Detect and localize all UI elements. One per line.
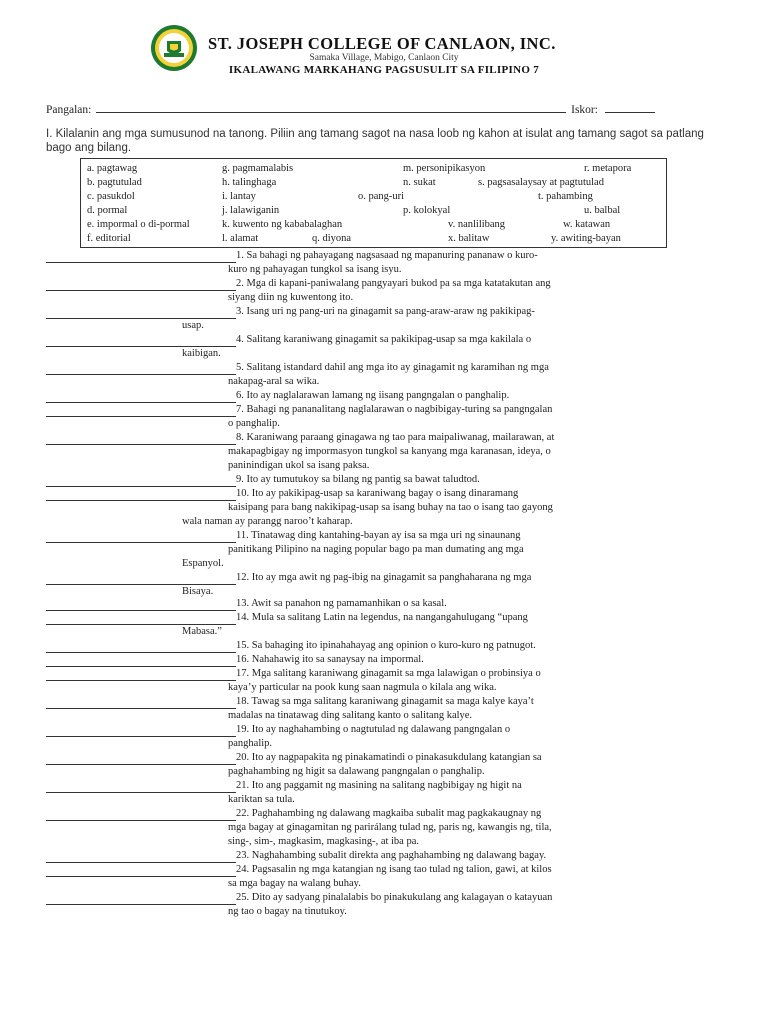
answer-blank[interactable] [46,444,236,446]
question-item: 4. Salitang karaniwang ginagamit sa pakikipag-usap sa mga kakilala o [236,334,532,345]
question-item: 22. Paghahambing ng dalawang magkaiba subalit mag pagkakaugnay ng [236,808,542,819]
answer-choice: h. talinghaga [222,177,277,188]
question-continuation: panghalip. [228,738,273,749]
question-item: 12. Ito ay mga awit ng pag-ibig na ginagamit sa panghaharana ng mga [236,572,532,583]
question-continuation: usap. [182,320,204,331]
question-item: 15. Sa bahaging ito ipinahahayag ang opinion o kuro-kuro ng patnugot. [236,640,536,651]
question-continuation: ng tao o bagay na tinutukoy. [228,906,347,917]
name-score-row [46,101,655,116]
question-item: 6. Ito ay naglalarawan lamang ng iisang pangngalan o panghalip. [236,390,510,401]
answer-blank[interactable] [46,262,236,264]
answer-choice: j. lalawiganin [222,205,280,216]
question-continuation: kaya’y particular na pook kung saan nagmula o kilala ang wika. [228,682,497,693]
answer-blank[interactable] [46,862,236,864]
answer-blank[interactable] [46,416,236,418]
answer-choice: p. kolokyal [403,205,451,216]
question-continuation: paghahambing ng higit sa dalawang pangngalan o panghalip. [228,766,485,777]
question-continuation: siyang diin ng kuwentong ito. [228,292,354,303]
answer-choice: s. pagsasalaysay at pagtutulad [478,177,604,188]
answer-blank[interactable] [46,402,236,404]
question-item: 21. Ito ang paggamit ng masining na salitang nagbibigay ng higit na [236,780,522,791]
answer-blank[interactable] [46,652,236,654]
answer-choice: a. pagtawag [87,163,138,174]
question-item: 20. Ito ay nagpapakita ng pinakamatindi o pinakasukdulang katangian sa [236,752,542,763]
answer-choice: f. editorial [87,233,131,244]
answer-choice: c. pasukdol [87,191,135,202]
question-continuation: Mabasa.” [182,626,222,637]
answer-choice: g. pagmamalabis [222,163,294,174]
question-continuation: kariktan sa tula. [228,794,295,805]
question-item: 2. Mga di kapani-paniwalang pangyayari bukod pa sa mga katatakutan ang [236,278,551,289]
question-continuation: makapagbigay ng impormasyon tungkol sa kanyang mga karanasan, ideya, o [228,446,551,457]
question-item: 1. Sa bahagi ng pahayagang nagsasaad ng mapanuring pananaw o kuro- [236,250,538,261]
answer-choice: n. sukat [403,177,436,188]
question-continuation: kuro ng pahayagan tungkol sa isang isyu. [228,264,402,275]
answer-choice: y. awiting-bayan [551,233,621,244]
question-continuation: panitikang Pilipino na naging popular bago pa man dumating ang mga [228,544,524,555]
question-continuation: kaibigan. [182,348,221,359]
question-continuation: kaisipang para bang nakikipag-usap sa isang buhay na tao o isang tao gayong [228,502,553,513]
answer-blank[interactable] [46,736,236,738]
question-continuation: sing-, sim-, magkasim, magkasing-, at iba pa. [228,836,420,847]
name-field[interactable] [96,101,566,113]
answer-blank[interactable] [46,610,236,612]
score-field[interactable] [605,101,655,113]
answer-blank[interactable] [46,666,236,668]
question-item: 18. Tawag sa mga salitang karaniwang ginagamit sa maga kalye kaya’t [236,696,534,707]
answer-choice: k. kuwento ng kababalaghan [222,219,343,230]
answer-blank[interactable] [46,764,236,766]
question-continuation: Bisaya. [182,586,214,597]
question-item: 19. Ito ay naghahambing o nagtutulad ng dalawang pangngalan o [236,724,511,735]
answer-choice: w. katawan [563,219,611,230]
question-continuation: Espanyol. [182,558,224,569]
answer-choice: m. personipikasyon [403,163,486,174]
school-name: ST. JOSEPH COLLEGE OF CANLAON, INC. [208,34,556,53]
answer-choice: v. nanlilibang [448,219,506,230]
question-item: 8. Karaniwang paraang ginagawa ng tao para maipaliwanag, mailarawan, at [236,432,555,443]
answer-choice: d. pormal [87,205,128,216]
answer-choice: i. lantay [222,191,256,202]
school-address: Samaka Village, Mabigo, Canlaon City [309,53,459,63]
answer-choice: b. pagtutulad [87,177,142,188]
answer-choice: r. metapora [584,163,632,174]
question-continuation: nakapag-aral sa wika. [228,376,320,387]
question-item: 5. Salitang istandard dahil ang mga ito ay ginagamit ng karamihan ng mga [236,362,549,373]
answer-choice: u. balbal [584,205,621,216]
question-item: 3. Isang uri ng pang-uri na ginagamit sa pang-araw-araw ng pakikipag- [236,306,535,317]
question-item: 14. Mula sa salitang Latin na legendus, na nangangahulugang “upang [236,612,528,623]
answer-choice: l. alamat [222,233,259,244]
answer-blank[interactable] [46,486,236,488]
question-continuation: mga bagay at ginagamitan ng parirálang tulad ng, paris ng, kawangis ng, tila, [228,822,552,833]
question-continuation: sa mga bagay na walang buhay. [228,878,361,889]
question-item: 13. Awit sa panahon ng pamamanhikan o sa kasal. [236,598,447,609]
score-label: Iskor: [571,104,598,116]
question-continuation: wala naman ay parangg naroo’t kaharap. [182,516,353,527]
answer-blank[interactable] [46,680,236,682]
question-item: 11. Tinatawag ding kantahing-bayan ay isa sa mga uri ng sinaunang [236,530,521,541]
question-item: 24. Pagsasalin ng mga katangian ng isang tao tulad ng talion, gawi, at kilos [236,864,552,875]
answer-choice: q. diyona [312,233,352,244]
answer-choice: o. pang-uri [358,191,405,202]
answer-blank[interactable] [46,820,236,822]
answer-blank[interactable] [46,374,236,376]
answer-blank[interactable] [46,876,236,878]
question-continuation: o panghalip. [228,418,280,429]
question-item: 9. Ito ay tumutukoy sa bilang ng pantig sa bawat taludtod. [236,474,480,485]
answer-blank[interactable] [46,542,236,544]
exam-title: IKALAWANG MARKAHANG PAGSUSULIT SA FILIPINO 7 [228,64,540,76]
question-continuation: madalas na tinatawag ding salitang kanto o salitang kalye. [228,710,473,721]
answer-blank[interactable] [46,792,236,794]
question-continuation: paninindigan ukol sa isang paksa. [228,460,370,471]
answer-choice: x. balitaw [448,233,490,244]
question-item: 16. Nahahawig ito sa sanaysay na impormal. [236,654,424,665]
answer-choice: t. pahambing [538,191,593,202]
answer-blank[interactable] [46,708,236,710]
answer-blank[interactable] [46,500,236,502]
question-item: 23. Naghahambing subalit direkta ang paghahambing ng dalawang bagay. [236,850,547,861]
instructions: I. Kilalanin ang mga sumusunod na tanong. Piliin ang tamang sagot na nasa loob ng kahon at isulat ang tamang sagot sa patlang bago ang bilang. [46,128,704,154]
question-item: 17. Mga salitang karaniwang ginagamit sa mga lalawigan o probinsiya o [236,668,541,679]
answer-blank[interactable] [46,904,236,906]
question-item: 10. Ito ay pakikipag-usap sa karaniwang bagay o isang dinaramang [236,488,519,499]
answer-blank[interactable] [46,290,236,292]
answer-blank[interactable] [46,318,236,320]
question-item: 25. Dito ay sadyang pinalalabis bo pinakukulang ang kalagayan o katayuan [236,892,553,903]
name-label: Pangalan: [46,104,92,116]
answer-choice: e. impormal o di-pormal [87,219,190,230]
question-item: 7. Bahagi ng pananalitang naglalarawan o nagbibigay-turing sa pangngalan [236,404,553,415]
